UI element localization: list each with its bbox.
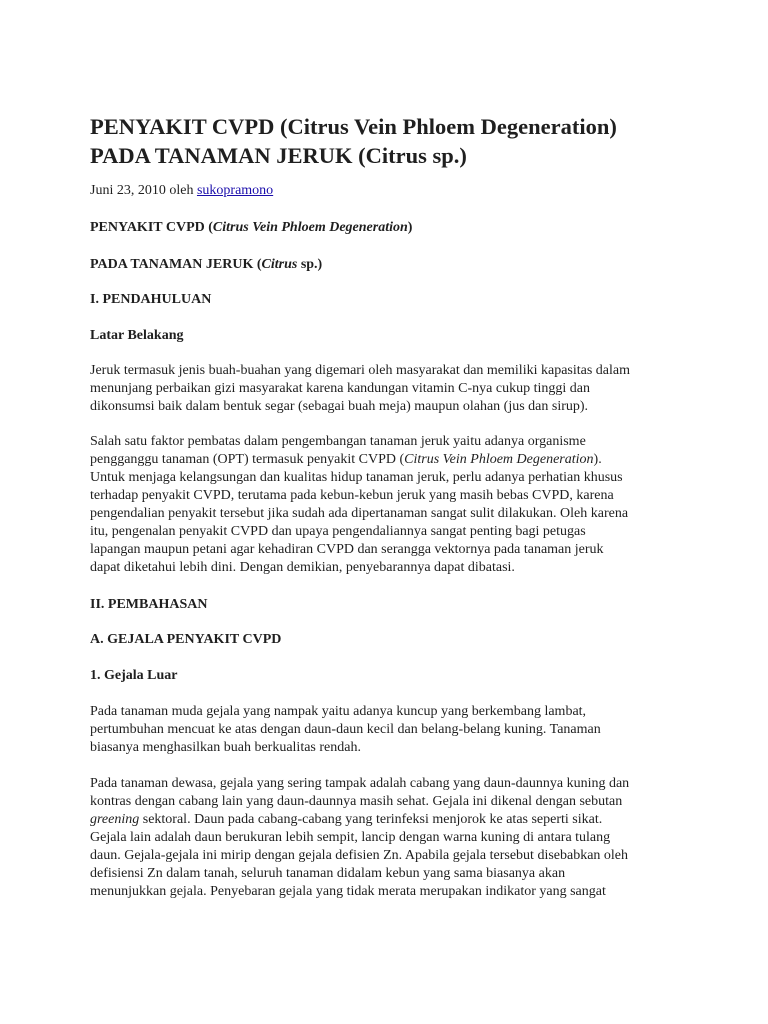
heading-jeruk-post: sp.)	[297, 257, 323, 272]
paragraph-4-line-3	[90, 811, 680, 829]
heading-penyakit-cvpd-post: )	[407, 220, 413, 235]
paragraph-2-line-5: pengendalian penyakit tersebut jika sudah ada dipertanaman sangat sulit dilakukan. Oleh karena	[90, 506, 629, 521]
paragraph-3	[90, 703, 680, 757]
article-title-line-1: PENYAKIT CVPD (Citrus Vein Phloem Degeneration)	[90, 114, 617, 139]
heading-penyakit-cvpd-italic: Citrus Vein Phloem Degeneration	[212, 220, 408, 235]
heading-jeruk-italic: Citrus	[261, 257, 298, 272]
paragraph-4-line-1: Pada tanaman dewasa, gejala yang sering tampak adalah cabang yang daun-daunnya kuning dan	[90, 776, 630, 791]
paragraph-4-line-7: menunjukkan gejala. Penyebaran gejala yang tidak merata merupakan indikator yang sangat	[90, 884, 606, 899]
author-link[interactable]: sukopramono	[196, 183, 274, 198]
paragraph-4-line-3-post: sektoral. Daun pada cabang-cabang yang terinfeksi menjorok ke atas seperti sikat.	[139, 812, 603, 827]
article-title-line-2: PADA TANAMAN JERUK (Citrus sp.)	[90, 143, 467, 168]
post-date: Juni 23, 2010 oleh	[90, 183, 197, 198]
heading-penyakit-cvpd-pre: PENYAKIT CVPD (	[90, 220, 213, 235]
paragraph-2-line-6: itu, pengenalan penyakit CVPD dan upaya pengendaliannya sangat penting bagi petugas	[90, 524, 586, 539]
paragraph-4-line-2: kontras dengan cabang lain yang daun-daunnya masih sehat. Gejala ini dikenal dengan sebutan	[90, 794, 623, 809]
paragraph-1-line-3: dikonsumsi baik dalam bentuk segar (sebagai buah meja) maupun olahan (jus dan sirup).	[90, 399, 589, 414]
paragraph-4-line-6: defisiensi Zn dalam tanah, seluruh tanaman didalam kebun yang sama biasanya akan	[90, 866, 566, 881]
paragraph-2-line-4: terhadap penyakit CVPD, terutama pada kebun-kebun jeruk yang masih bebas CVPD, karena	[90, 488, 614, 503]
paragraph-2-line-2-pre: pengganggu tanaman (OPT) termasuk penyakit CVPD (	[90, 452, 405, 467]
heading-pada-tanaman-jeruk	[90, 256, 322, 274]
paragraph-2-line-1: Salah satu faktor pembatas dalam pengembangan tanaman jeruk yaitu adanya organisme	[90, 434, 586, 449]
paragraph-1	[90, 362, 680, 416]
paragraph-4-line-5: daun. Gejala-gejala ini mirip dengan gejala defisien Zn. Apabila gejala tersebut disebabkan oleh	[90, 848, 629, 863]
paragraph-4	[90, 775, 680, 901]
section-pembahasan: II. PEMBAHASAN	[90, 597, 208, 612]
heading-jeruk-pre: PADA TANAMAN JERUK (	[90, 257, 262, 272]
paragraph-4-line-3-italic: greening	[90, 812, 140, 827]
paragraph-3-line-2: pertumbuhan mencuat ke atas dengan daun-daun kecil dan belang-belang kuning. Tanaman	[90, 722, 601, 737]
paragraph-1-line-1: Jeruk termasuk jenis buah-buahan yang digemari oleh masyarakat dan memiliki kapasitas dalam	[90, 363, 630, 378]
paragraph-2-line-2-italic: Citrus Vein Phloem Degeneration	[404, 452, 594, 467]
paragraph-2-line-7: lapangan maupun petani agar kehadiran CVPD dan serangga vektornya pada tanaman jeruk	[90, 542, 604, 557]
paragraph-2-line-8: dapat diketahui lebih dini. Dengan demikian, penyebarannya dapat dibatasi.	[90, 560, 515, 575]
section-pendahuluan: I. PENDAHULUAN	[90, 292, 212, 307]
subsection-latar-belakang: Latar Belakang	[90, 328, 184, 343]
paragraph-2	[90, 433, 680, 577]
paragraph-4-line-4: Gejala lain adalah daun berukuran lebih sempit, lancip dengan warna kuning di antara tulang	[90, 830, 611, 845]
paragraph-3-line-1: Pada tanaman muda gejala yang nampak yaitu adanya kuncup yang berkembang lambat,	[90, 704, 587, 719]
article-meta	[90, 182, 273, 200]
subsection-gejala-penyakit: A. GEJALA PENYAKIT CVPD	[90, 632, 282, 647]
paragraph-2-line-2-post: ).	[593, 452, 602, 467]
paragraph-2-line-2	[90, 451, 680, 469]
heading-penyakit-cvpd	[90, 219, 412, 237]
paragraph-3-line-3: biasanya menghasilkan buah berkualitas rendah.	[90, 740, 361, 755]
paragraph-2-line-3: Untuk menjaga kelangsungan dan kualitas hidup tanaman jeruk, perlu adanya perhatian khusus	[90, 470, 623, 485]
paragraph-1-line-2: menunjang perbaikan gizi masyarakat karena kandungan vitamin C-nya cukup tinggi dan	[90, 381, 590, 396]
subsection-gejala-luar: 1. Gejala Luar	[90, 668, 178, 683]
